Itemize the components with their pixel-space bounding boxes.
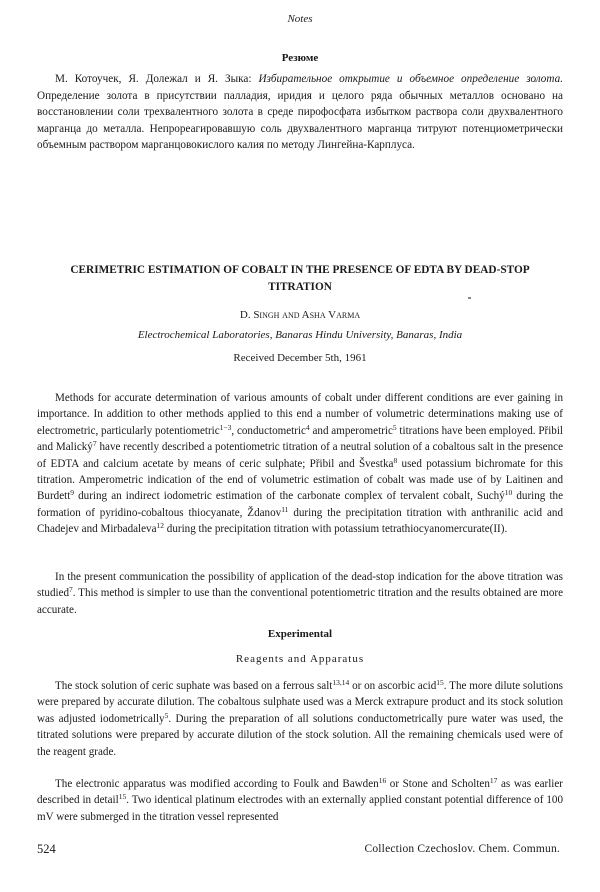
citation-ref: 1−3 xyxy=(219,422,232,432)
apparatus-paragraph xyxy=(37,776,563,825)
text-run: during the formation of pyridino-cobaltous thiocyanate, Ždanov xyxy=(37,490,563,519)
text-run: . During the preparation of all solutions conductometrically pure water was used, the titrated solutions were prepared by accurate dilution of the stock solution. All the remaining chemicals used were of the reagent grade. xyxy=(37,712,563,758)
scan-speck xyxy=(468,297,471,299)
reagents-paragraph xyxy=(37,678,563,760)
resume-title-ru: Избирательное открытие и объемное определение золота. xyxy=(258,73,563,85)
citation-ref: 7 xyxy=(69,585,73,595)
citation-ref: 5 xyxy=(392,422,397,432)
text-run: . This method is simpler to use than the conventional potentiometric titration and the results obtained are more accurate. xyxy=(37,587,563,616)
citation-ref: 5 xyxy=(164,710,169,720)
text-run: Methods for accurate determination of various amounts of cobalt under different conditions are ever gaining in importance. In addition to other methods applied to this end a number of volumetric determinations making use of electrometric, particularly potentiometric xyxy=(37,392,563,437)
text-run: . The more dilute solutions were prepared by accurate dilution. The cobaltous sulphate used was a Merck extrapure product and its stock solution was adjusted iodometrically xyxy=(37,680,563,725)
citation-ref: 7 xyxy=(92,439,97,449)
reagents-subheading: Reagents and Apparatus xyxy=(235,653,365,665)
citation-ref: 15 xyxy=(118,792,127,802)
text-run: and amperometric xyxy=(309,424,393,437)
citation-ref: 11 xyxy=(281,504,289,514)
text-run: have recently described a potentiometric titration of a neutral solution of a cobaltous salt in the presence of EDTA and calcium acetate by means of ceric sulphate; Přibil and Švestka xyxy=(37,441,563,470)
text-run: during the precipitation titration with anthranilic acid and Chadejev and Mirbadaleva xyxy=(37,506,564,536)
article-authors xyxy=(0,309,600,321)
received-date: Received December 5th, 1961 xyxy=(233,352,367,364)
text-run: during the precipitation titration with potassium tetrathiocyanomercurate(II). xyxy=(164,523,508,536)
text-run: during an indirect iodometric estimation of the carbonate complex of tervalent cobalt, Suchý xyxy=(74,490,505,503)
text-run: The stock solution of ceric suphate was based on a ferrous salt xyxy=(55,680,333,692)
text-run: titrations have been employed. Přibil and Malický xyxy=(37,424,564,454)
citation-ref: 15 xyxy=(436,678,444,687)
text-run: , conductometric xyxy=(231,424,306,437)
intro-paragraph-1 xyxy=(37,390,563,538)
journal-name: Collection Czechoslov. Chem. Commun. xyxy=(364,843,560,855)
text-run: In the present communication the possibility of application of the dead-stop indication for the above titration was studied xyxy=(37,571,563,600)
running-head: Notes xyxy=(287,13,313,25)
page-number: 524 xyxy=(37,842,56,856)
text-run: used potassium bichromate for this titration. Amperometric indication of the end of volumetric estimation of cobalt was made use of by Laitinen and Burdett xyxy=(37,457,564,503)
article-affiliation: Electrochemical Laboratories, Banaras Hindu University, Banaras, India xyxy=(137,329,463,341)
citation-ref: 17 xyxy=(489,776,498,785)
resume-paragraph xyxy=(37,71,563,154)
resume-title: Резюме xyxy=(281,52,319,64)
citation-ref: 12 xyxy=(156,521,165,531)
text-run: as was earlier described in detail xyxy=(37,778,563,807)
citation-ref: 10 xyxy=(504,488,513,498)
citation-ref: 9 xyxy=(70,488,75,498)
citation-ref: 13,14 xyxy=(332,678,350,687)
text-run: or Stone and Scholten xyxy=(386,778,490,790)
resume-authors: М. Котоучек, Я. Долежал и Я. Зыка: xyxy=(55,73,252,85)
text-run: or on ascorbic acid xyxy=(349,680,437,692)
article-title: CERIMETRIC ESTIMATION OF COBALT IN THE PRESENCE OF EDTA BY DEAD-STOP TITRATION xyxy=(70,264,530,293)
intro-paragraph-2 xyxy=(37,569,563,618)
citation-ref: 8 xyxy=(393,455,398,465)
citation-ref: 4 xyxy=(305,422,310,432)
resume-text: Определение золота в присутствии палладия, иридия и целого ряда обычных металлов основано на восстановлении соли трехвалентного золота в среде пирофосфата избытком раствора соли двухвалентного марганца до металла. Непрореагировавшую соль двухвалентного марганца титруют потенциометрически объемным раствором марганцовокислого калия по методу Лингейна-Карплуса. xyxy=(37,89,563,152)
text-run: . Two identical platinum electrodes with an externally applied constant potential difference of 100 mV were submerged in the titration vessel represented xyxy=(37,794,563,823)
experimental-heading: Experimental xyxy=(267,628,333,640)
text-run: The electronic apparatus was modified according to Foulk and Bawden xyxy=(55,778,379,790)
citation-ref: 16 xyxy=(378,776,387,785)
authors-text: D. Singh and Asha Varma xyxy=(239,309,361,321)
